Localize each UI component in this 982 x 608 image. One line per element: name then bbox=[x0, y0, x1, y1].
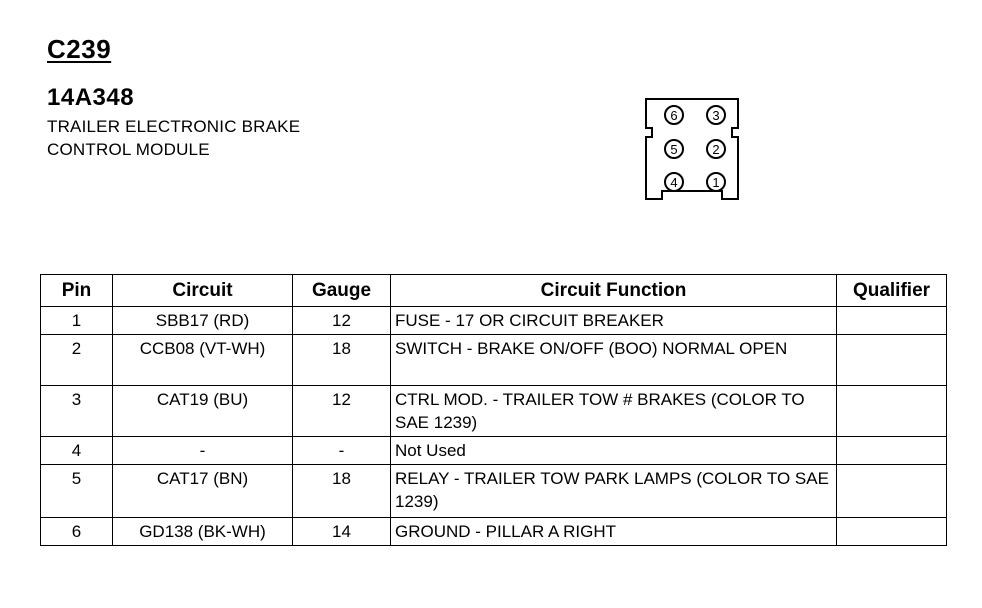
cell-qualifier bbox=[837, 335, 947, 386]
cell-circuit: CAT17 (BN) bbox=[113, 465, 293, 518]
cell-pin: 3 bbox=[41, 386, 113, 437]
cell-circuit: GD138 (BK-WH) bbox=[113, 518, 293, 546]
header-pin: Pin bbox=[41, 275, 113, 307]
table-row bbox=[41, 386, 947, 437]
header-qualifier: Qualifier bbox=[837, 275, 947, 307]
cell-qualifier bbox=[837, 518, 947, 546]
header-gauge: Gauge bbox=[293, 275, 391, 307]
cell-circuit: CAT19 (BU) bbox=[113, 386, 293, 437]
cell-gauge: 14 bbox=[293, 518, 391, 546]
pin-number-3: 3 bbox=[712, 108, 720, 123]
header-circuit: Circuit bbox=[113, 275, 293, 307]
part-number: 14A348 bbox=[47, 84, 135, 111]
table-row bbox=[41, 437, 947, 465]
cell-circuit-function: FUSE - 17 OR CIRCUIT BREAKER bbox=[391, 307, 837, 335]
cell-pin: 1 bbox=[41, 307, 113, 335]
cell-circuit-function: Not Used bbox=[391, 437, 837, 465]
cell-circuit: SBB17 (RD) bbox=[113, 307, 293, 335]
cell-circuit-function: CTRL MOD. - TRAILER TOW # BRAKES (COLOR TO SAE 1239) bbox=[391, 386, 837, 437]
pinout-table bbox=[40, 274, 947, 546]
cell-circuit-function: RELAY - TRAILER TOW PARK LAMPS (COLOR TO SAE 1239) bbox=[391, 465, 837, 518]
cell-gauge: 18 bbox=[293, 335, 391, 386]
pin-number-4: 4 bbox=[670, 175, 678, 190]
cell-gauge: 12 bbox=[293, 307, 391, 335]
cell-qualifier bbox=[837, 386, 947, 437]
description-line-2: CONTROL MODULE bbox=[47, 140, 210, 159]
table-row bbox=[41, 335, 947, 386]
cell-qualifier bbox=[837, 437, 947, 465]
cell-pin: 5 bbox=[41, 465, 113, 518]
pin-number-6: 6 bbox=[670, 108, 678, 123]
cell-circuit-function: GROUND - PILLAR A RIGHT bbox=[391, 518, 837, 546]
cell-gauge: - bbox=[293, 437, 391, 465]
cell-circuit-function: SWITCH - BRAKE ON/OFF (BOO) NORMAL OPEN bbox=[391, 335, 837, 386]
pin-number-5: 5 bbox=[670, 142, 678, 157]
cell-circuit: - bbox=[113, 437, 293, 465]
description-line-1: TRAILER ELECTRONIC BRAKE bbox=[47, 117, 301, 136]
pin-number-1: 1 bbox=[712, 175, 720, 190]
connector-id: C239 bbox=[47, 34, 112, 64]
pin-number-2: 2 bbox=[712, 142, 720, 157]
connector-face-diagram bbox=[641, 98, 743, 200]
cell-pin: 2 bbox=[41, 335, 113, 386]
cell-qualifier bbox=[837, 465, 947, 518]
table-header-row bbox=[41, 275, 947, 307]
cell-qualifier bbox=[837, 307, 947, 335]
cell-pin: 4 bbox=[41, 437, 113, 465]
table-row bbox=[41, 518, 947, 546]
cell-circuit: CCB08 (VT-WH) bbox=[113, 335, 293, 386]
table-row bbox=[41, 465, 947, 518]
cell-gauge: 12 bbox=[293, 386, 391, 437]
table-row bbox=[41, 307, 947, 335]
cell-gauge: 18 bbox=[293, 465, 391, 518]
header-circuit-function: Circuit Function bbox=[391, 275, 837, 307]
cell-pin: 6 bbox=[41, 518, 113, 546]
